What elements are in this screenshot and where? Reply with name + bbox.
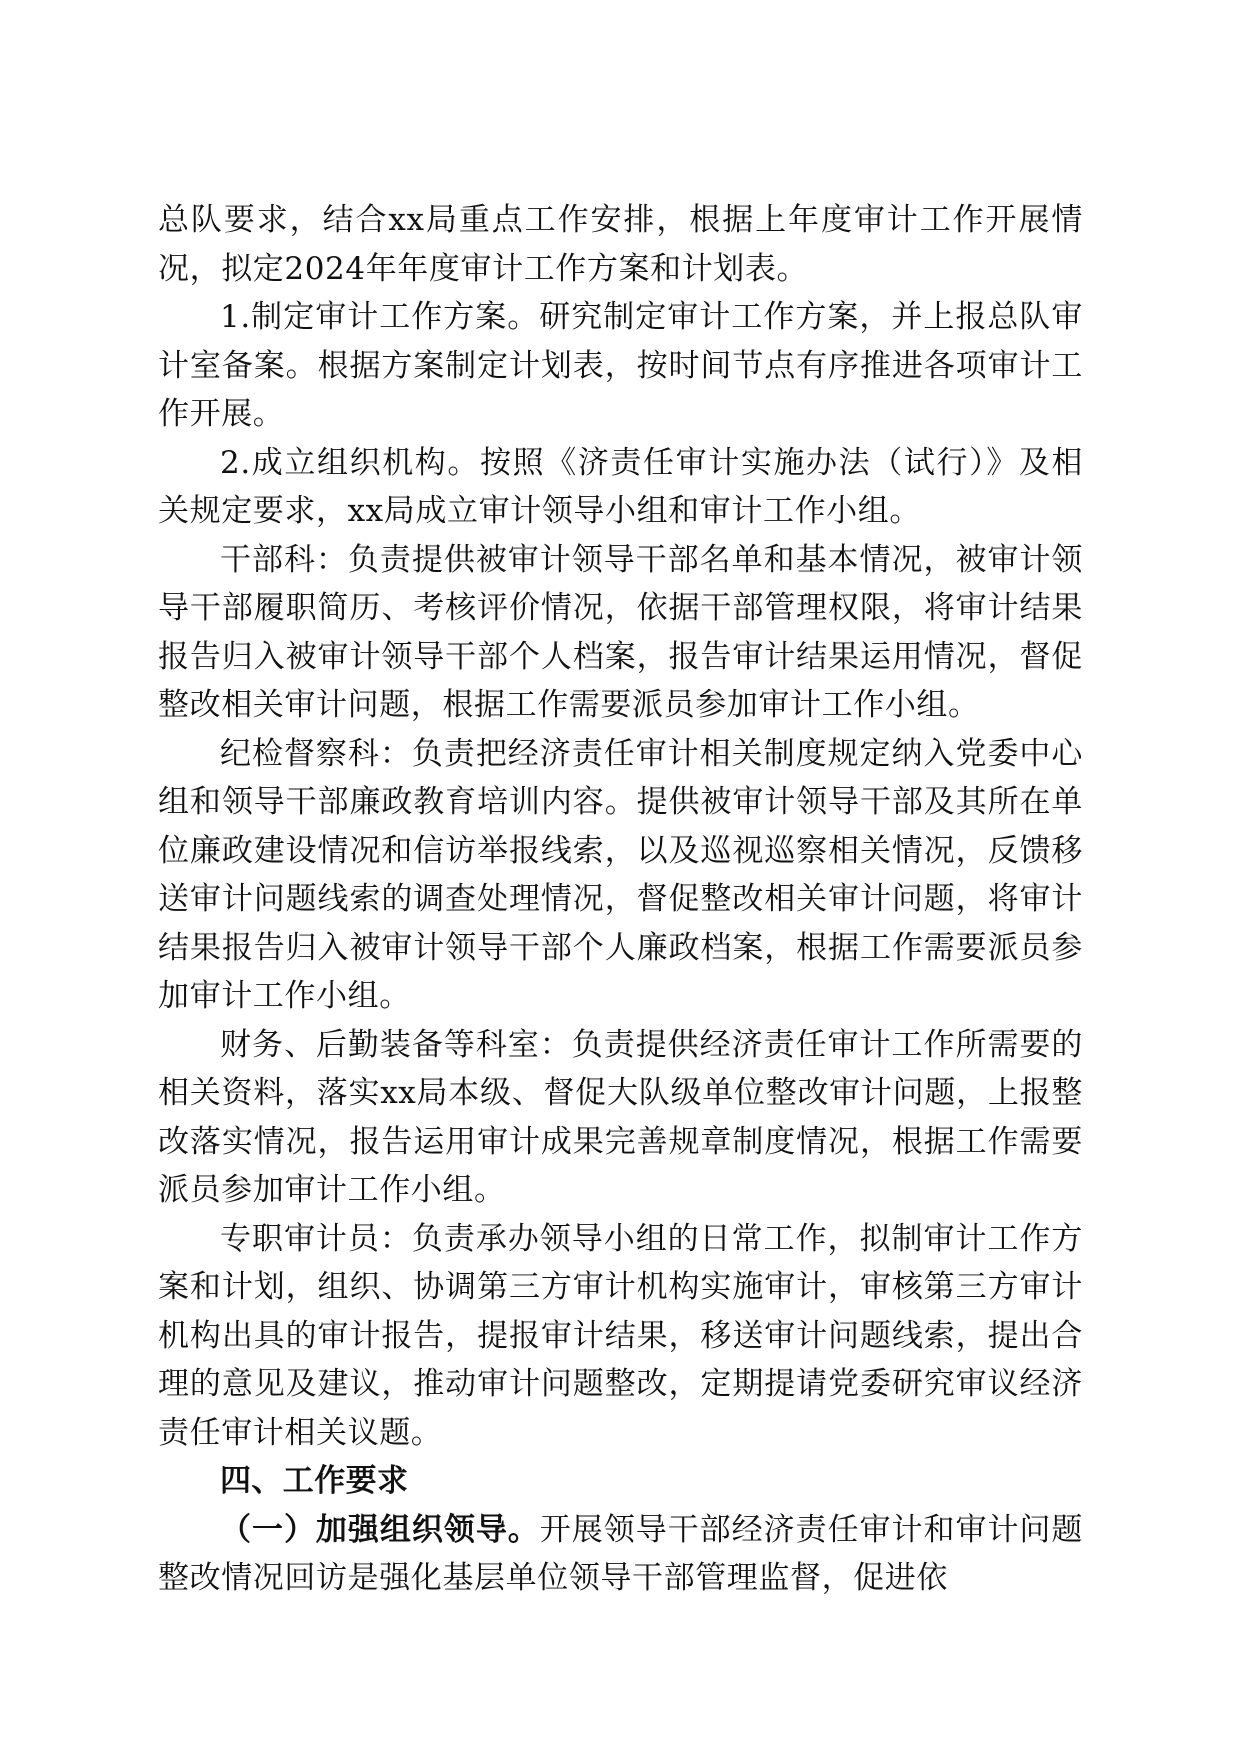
paragraph-finance-section: 财务、后勤装备等科室：负责提供经济责任审计工作所需要的相关资料，落实xx局本级、督促大队级单位整改审计问题，上报整改落实情况，报告运用审计成果完善规章制度情况，根据工作需要派员参加审计工作小组。: [158, 1026, 1083, 1208]
paragraph-discipline-section: 纪检督察科：负责把经济责任审计相关制度规定纳入党委中心组和领导干部廉政教育培训内容。提供被审计领导干部及其所在单位廉政建设情况和信访举报线索，以及巡视巡察相关情况，反馈移送审计问题线索的调查处理情况，督促整改相关审计问题，将审计结果报告归入被审计领导干部个人廉政档案，根据工作需要派员参加审计工作小组。: [158, 735, 1083, 1014]
paragraph-organization: 2.成立组织机构。按照《济责任审计实施办法（试行）》及相关规定要求，xx局成立审计领导小组和审计工作小组。: [158, 444, 1083, 529]
paragraph-intro: 总队要求，结合xx局重点工作安排，根据上年度审计工作开展情况，拟定2024年年度审计工作方案和计划表。: [158, 202, 1083, 287]
paragraph-lead: （一）加强组织领导。: [220, 1511, 540, 1548]
paragraph-cadre-section: 干部科：负责提供被审计领导干部名单和基本情况，被审计领导干部履职简历、考核评价情况，依据干部管理权限，将审计结果报告归入被审计领导干部个人档案，报告审计结果运用情况，督促整改相关审计问题，根据工作需要派员参加审计工作小组。: [158, 541, 1083, 723]
paragraph-audit-plan: 1.制定审计工作方案。研究制定审计工作方案，并上报总队审计室备案。根据方案制定计划表，按时间节点有序推进各项审计工作开展。: [158, 299, 1083, 432]
document-page: [158, 196, 1083, 1603]
paragraph-body: 开展领导干部经济责任审计和审计问题整改情况回访是强化基层单位领导干部管理监督，促进依: [158, 1511, 1084, 1596]
paragraph-auditor: 专职审计员：负责承办领导小组的日常工作，拟制审计工作方案和计划，组织、协调第三方审计机构实施审计，审核第三方审计机构出具的审计报告，提报审计结果，移送审计问题线索，提出合理的意见及建议，推动审计问题整改，定期提请党委研究审议经济责任审计相关议题。: [158, 1220, 1083, 1451]
section-heading: 四、工作要求: [220, 1463, 409, 1499]
paragraph-leadership: [158, 1506, 1083, 1603]
